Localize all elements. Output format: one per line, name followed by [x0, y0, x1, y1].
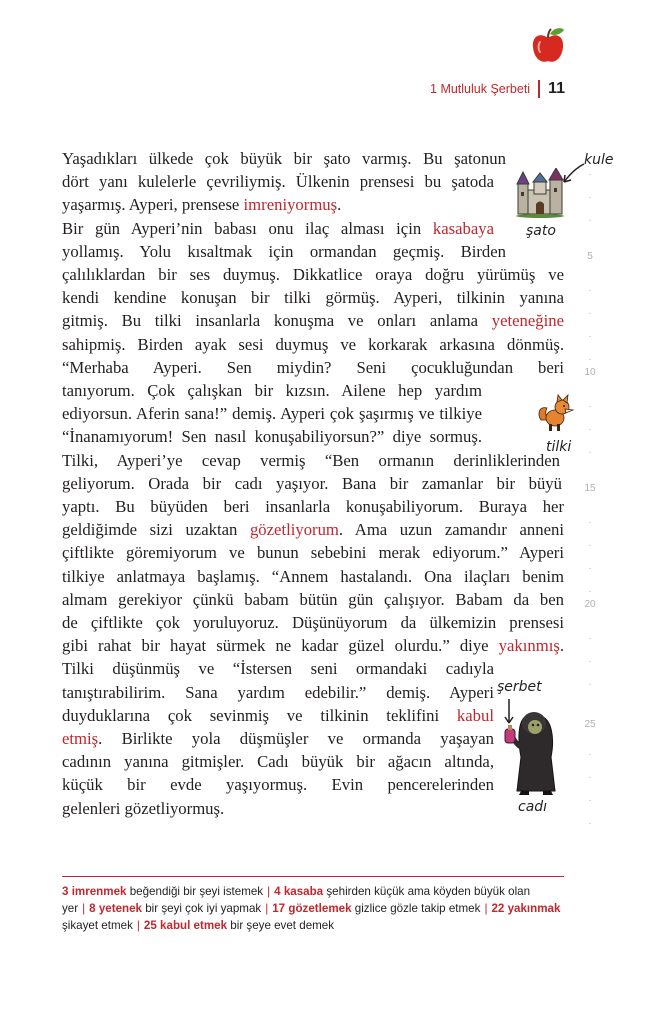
story-line: çiftlikte göremiyorum ve bunun sebebini merak ediyorum.” Ayperi	[62, 543, 564, 563]
story-line: “İnanamıyorum! Sen nasıl konuşabiliyorsun?” diye sormuş.	[62, 427, 482, 447]
fox-label-tilki: tilki	[546, 439, 572, 455]
story-line: Tilki düşünmüş ve “İstersen seni ormandaki cadıyla	[62, 659, 494, 679]
story-line: gitmiş. Bu tilki insanlarla konuşma ve onları anlama yeteneğine	[62, 311, 564, 331]
story-line: Tilki, Ayperi’ye cevap vermiş “Ben ormanın derinliklerinden	[62, 450, 560, 470]
margin-dot: ·	[588, 679, 592, 690]
margin-dot: ·	[588, 795, 592, 806]
story-line: cadının yanına gitmişler. Cadı büyük bir ağacın altında,	[62, 752, 494, 772]
glossary-separator: |	[484, 902, 488, 915]
margin-dot: ·	[588, 772, 592, 783]
story-line: yollamış. Yolu kısaltmak için ormandan geçmiş. Birden	[62, 241, 506, 261]
glossary-entry: 3 imrenmek beğendiği bir şeyi istemek	[62, 885, 264, 898]
story-line: tanıyorum. Çok çalışkan bir kızsın. Ailene hep yardım	[62, 381, 482, 401]
story-line: gibi rahat bir hayat sürmek ne kadar güzel olurdu.” diye yakınmış.	[62, 636, 564, 656]
page-number: 11	[548, 80, 565, 97]
witch-label-serbet: şerbet	[497, 679, 542, 695]
story-line: gelenleri gözetliyormuş.	[62, 798, 225, 818]
margin-dot: ·	[588, 633, 592, 644]
fox-icon	[535, 394, 577, 432]
margin-dot: ·	[588, 215, 592, 226]
castle-label-kule: kule	[584, 152, 614, 168]
story-line: sahipmiş. Birden ayak sesi duymuş ve korkarak arkasına dönmüş.	[62, 334, 564, 354]
glossary-term-highlight: etmiş	[62, 729, 99, 749]
glossary-term-highlight: yakınmış	[498, 636, 560, 656]
glossary-entry: 25 kabul etmek bir şeye evet demek	[143, 919, 335, 932]
line-number: 20	[584, 599, 596, 610]
margin-dot: ·	[588, 586, 592, 597]
glossary-term-highlight: gözetliyorum	[249, 520, 339, 540]
glossary-entry: 4 kasaba şehirden küçük ama köyden büyük olan yer	[62, 885, 531, 915]
margin-dot: ·	[588, 169, 592, 180]
margin-dot: ·	[588, 517, 592, 528]
margin-dot: ·	[588, 354, 592, 365]
glossary-separator: |	[82, 902, 86, 915]
story-line: duyduklarına çok sevinmiş ve tilkinin teklifini kabul	[62, 705, 494, 725]
story-line: geliyorum. Orada bir cadı yaşıyor. Bana bir zamanlar bir büyü	[62, 473, 562, 493]
line-number: 25	[584, 719, 596, 730]
glossary-separator: |	[136, 919, 140, 932]
glossary-term-highlight: kasabaya	[432, 218, 494, 238]
glossary-separator: |	[267, 885, 271, 898]
glossary-separator: |	[265, 902, 269, 915]
running-header	[430, 80, 565, 98]
glossary-entry: 17 gözetlemek gizlice gözle takip etmek	[272, 902, 481, 915]
witch-icon	[497, 697, 563, 797]
story-line: de çiftlikte çok yoruluyoruz. Düşünüyorum da ülkemizin prensesi	[62, 613, 564, 633]
story-line: çalılıklardan bir ses duymuş. Dikkatlice oraya doğru yürümüş ve	[62, 265, 564, 285]
apple-icon	[530, 26, 566, 66]
margin-dot: ·	[588, 447, 592, 458]
margin-dot: ·	[588, 192, 592, 203]
glossary-term-highlight: kabul	[456, 705, 494, 725]
margin-dot: ·	[588, 540, 592, 551]
margin-dot: ·	[588, 749, 592, 760]
margin-dot: ·	[588, 401, 592, 412]
story-line: yaşarmış. Ayperi, prensese imreniyormuş.	[62, 195, 342, 215]
margin-dot: ·	[588, 424, 592, 435]
margin-dot: ·	[588, 656, 592, 667]
castle-label-sato: şato	[526, 223, 556, 239]
story-text	[62, 147, 564, 820]
story-line: dört yanı kulelerle çevriliymiş. Ülkenin prensesi bu şatoda	[62, 172, 494, 192]
glossary-divider	[62, 876, 564, 877]
story-line: Bir gün Ayperi’nin babası onu ilaç alması için kasabaya	[62, 218, 494, 238]
story-line: yaptı. Bu büyüden beri insanlarla konuşabiliyorum. Buraya her	[62, 497, 564, 517]
line-number: 10	[584, 367, 596, 378]
glossary	[62, 883, 562, 934]
story-line: ediyorsun. Aferin sana!” demiş. Ayperi çok şaşırmış ve tilkiye	[62, 404, 482, 424]
glossary-entry: 8 yetenek bir şeyi çok iyi yapmak	[89, 902, 262, 915]
header-divider	[538, 80, 540, 98]
arrow-icon	[560, 162, 586, 186]
witch-label-cadi: cadı	[518, 799, 548, 815]
margin-dot: ·	[588, 285, 592, 296]
story-line: “Merhaba Ayperi. Sen miydin? Seni çocukluğundan beri	[62, 357, 564, 377]
margin-dot: ·	[588, 818, 592, 829]
glossary-term-highlight: imreniyormuş	[243, 195, 338, 215]
story-line: tanıştırabilirim. Sana yardım edebilir.” demiş. Ayperi	[62, 682, 494, 702]
line-number: 5	[587, 251, 593, 262]
margin-dot: ·	[588, 331, 592, 342]
story-line: kendi kendine konuşan bir tilki görmüş. Ayperi, tilkinin yanına	[62, 288, 564, 308]
glossary-entry: 22 yakınmak şikayet etmek	[62, 902, 561, 932]
story-line: almam gerekiyor çünkü babam bütün gün çalışıyor. Babam da ben	[62, 589, 564, 609]
story-line: tilkiye anlatmaya başlamış. “Annem hastalandı. Ona ilaçları benim	[62, 566, 564, 586]
story-line: Yaşadıkları ülkede çok büyük bir şato varmış. Bu şatonun	[62, 149, 506, 168]
story-line: etmiş. Birlikte yola düşmüşler ve ormanda yaşayan	[62, 729, 494, 749]
line-number: 15	[584, 483, 596, 494]
chapter-title: 1 Mutluluk Şerbeti	[430, 82, 531, 96]
margin-dot: ·	[588, 308, 592, 319]
story-line: geldiğimde sizi uzaktan gözetliyorum. Ama uzun zamandır anneni	[62, 520, 564, 540]
story-line: küçük bir evde yaşıyormuş. Evin pencerelerinden	[62, 775, 494, 795]
margin-dot: ·	[588, 563, 592, 574]
glossary-term-highlight: yeteneğine	[491, 311, 564, 331]
